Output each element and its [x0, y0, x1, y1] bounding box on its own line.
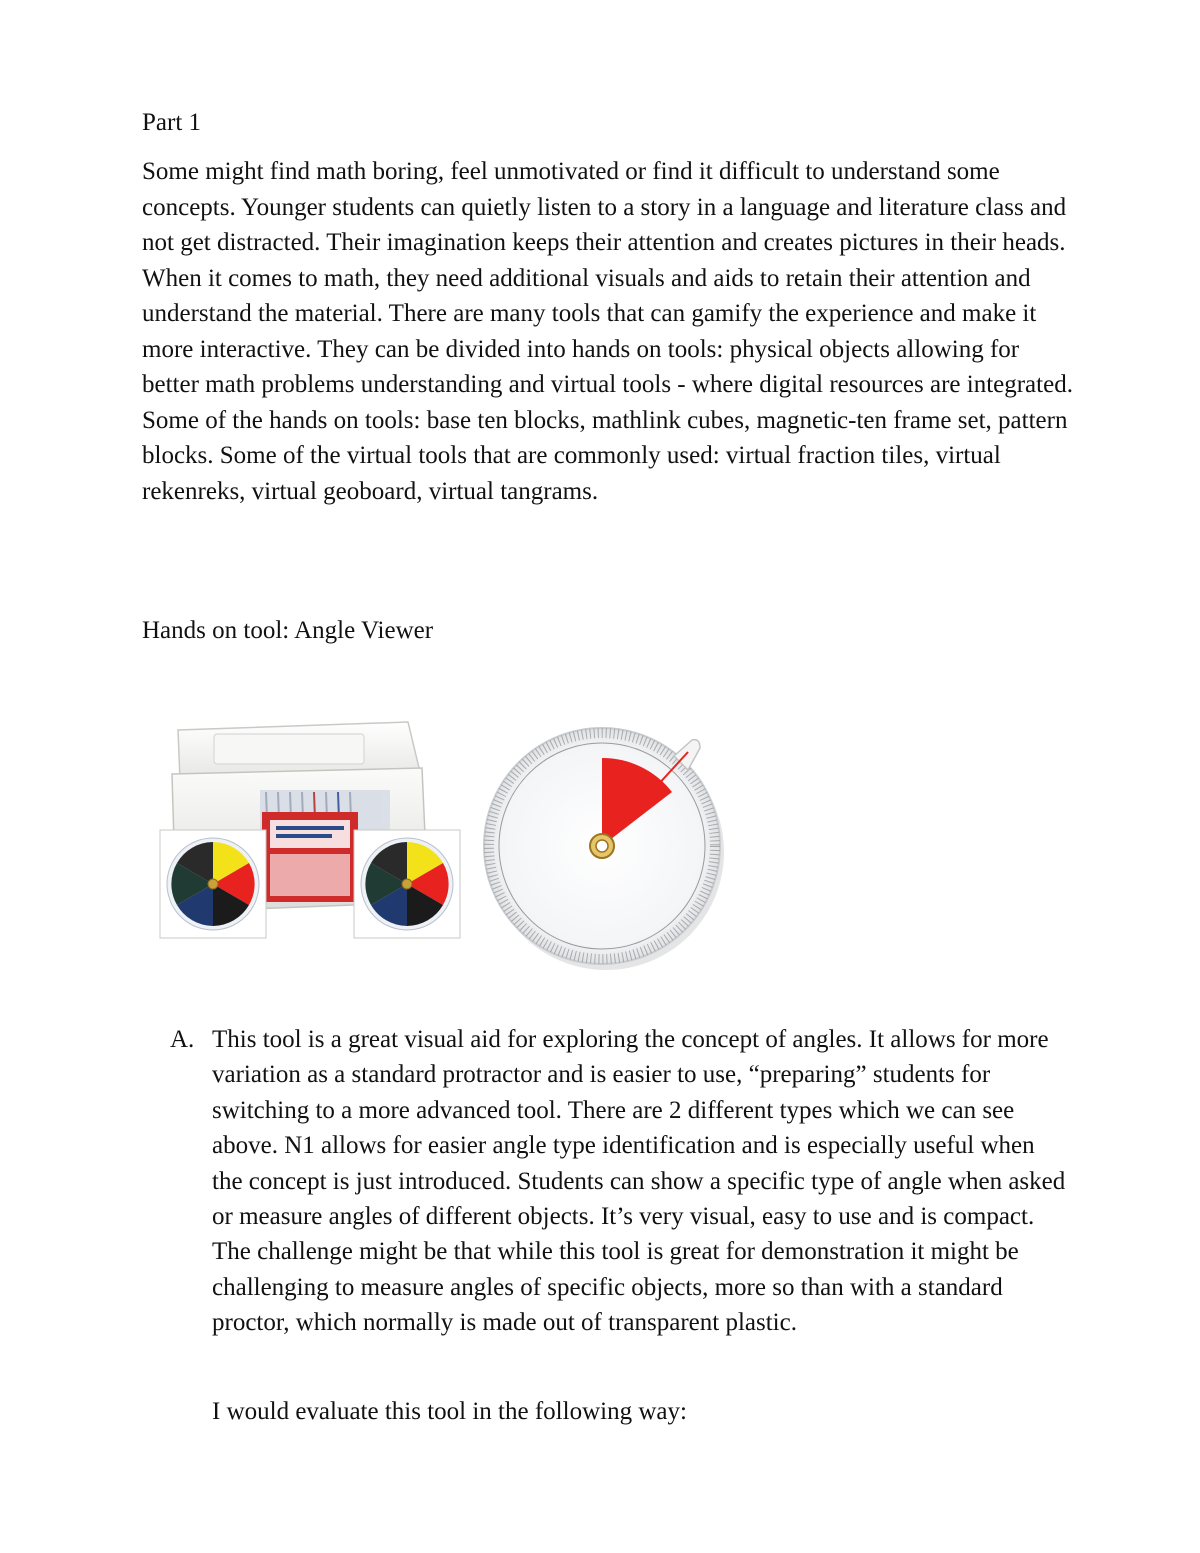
- section-title: Hands on tool: Angle Viewer: [142, 617, 434, 644]
- angle-viewer-dial-image: [478, 712, 740, 972]
- list-item: [170, 1022, 1070, 1341]
- angle-viewer-dial-photo: [478, 712, 740, 972]
- closing-line: I would evaluate this tool in the following way:: [212, 1398, 687, 1425]
- page-heading: Part 1: [142, 109, 202, 136]
- angle-viewer-kit-image: [150, 712, 470, 952]
- discussion-list: [170, 1022, 1070, 1341]
- angle-viewer-kit-photo: [150, 712, 470, 952]
- list-item-text: This tool is a great visual aid for exploring the concept of angles. It allows for more variation as a standard protractor and is easier to use, “preparing” students for switching to a more advanced tool. There are 2 different types which we can see above. N1 allows for easier angle type identification and is especially useful when the concept is just introduced. Students can show a specific type of angle when asked or measure angles of different objects. It’s very visual, easy to use and is compact. The challenge might be that while this tool is great for demonstration it might be challenging to measure angles of specific objects, more so than with a standard proctor, which normally is made out of transparent plastic.: [212, 1026, 1066, 1337]
- list-marker: A.: [170, 1026, 195, 1053]
- intro-paragraph: Some might find math boring, feel unmotivated or find it difficult to understand some concepts. Younger students can quietly listen to a story in a language and literature class and not get distracted. Their imagination keeps their attention and creates pictures in their heads. When it comes to math, they need additional visuals and aids to retain their attention and understand the material. There are many tools that can gamify the experience and make it more interactive. They can be divided into hands on tools: physical objects allowing for better math problems understanding and virtual tools - where digital resources are integrated. Some of the hands on tools: base ten blocks, mathlink cubes, magnetic-ten frame set, pattern blocks. Some of the virtual tools that are commonly used: virtual fraction tiles, virtual rekenreks, virtual geoboard, virtual tangrams.: [142, 158, 1073, 505]
